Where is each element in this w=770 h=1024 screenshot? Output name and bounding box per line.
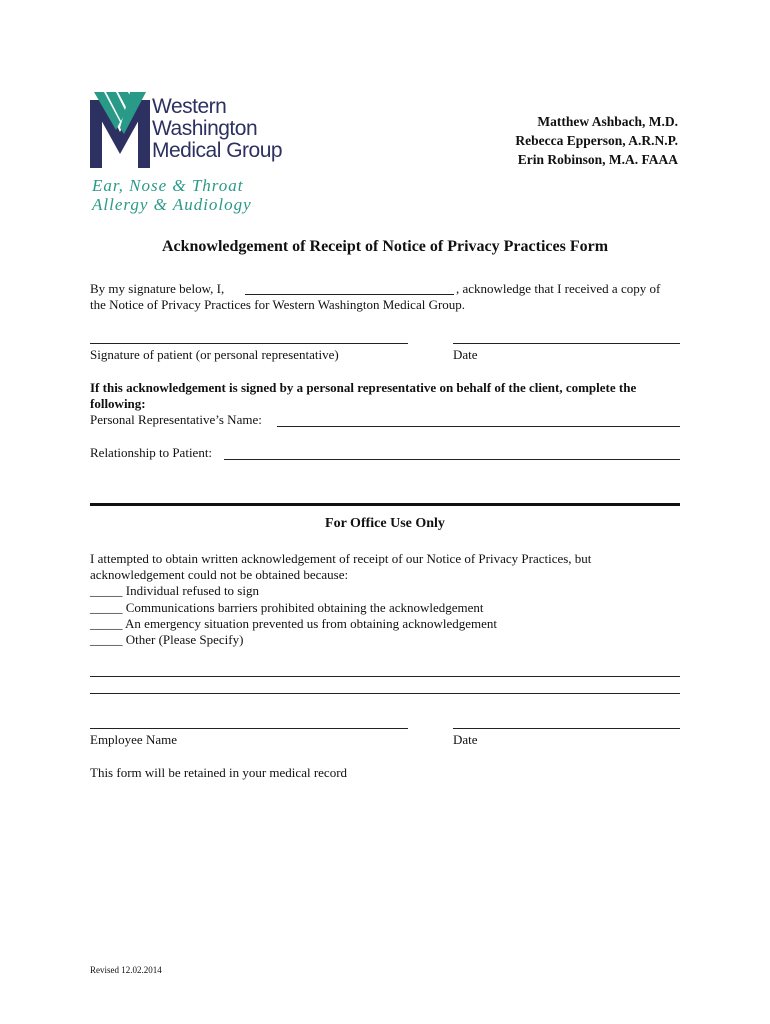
employee-name-label: Employee Name [90, 732, 177, 747]
form-title: Acknowledgement of Receipt of Notice of Privacy Practices Form [161, 238, 609, 255]
revision-date: Revised 12.02.2014 [90, 965, 162, 975]
intro-text-line2: the Notice of Privacy Practices for Western Washington Medical Group. [90, 297, 466, 312]
rep-name-label: Personal Representative’s Name: [90, 412, 262, 427]
logo-line-2: Washington [152, 117, 258, 140]
medical-group-logo-icon [90, 92, 150, 168]
date-label: Date [453, 347, 478, 362]
office-option[interactable]: _____ Individual refused to sign [90, 583, 259, 598]
logo-line-3: Medical Group [152, 139, 283, 162]
signature-label: Signature of patient (or personal representative) [90, 347, 339, 362]
relationship-label: Relationship to Patient: [90, 445, 213, 460]
retention-note: This form will be retained in your medical record [90, 765, 348, 780]
office-intro-cont: acknowledgement could not be obtained because: [90, 567, 349, 582]
provider-name: Rebecca Epperson, A.R.N.P. [515, 133, 678, 148]
office-intro: I attempted to obtain written acknowledgement of receipt of our Notice of Privacy Practices, but [90, 551, 592, 566]
other-specify-field[interactable] [90, 676, 680, 677]
rep-heading-cont: following: [90, 396, 146, 411]
section-divider [90, 503, 680, 506]
logo-tagline-2: Allergy & Audiology [92, 195, 252, 214]
employee-name-field[interactable] [90, 728, 408, 729]
patient-name-field[interactable] [245, 294, 454, 295]
provider-name: Erin Robinson, M.A. FAAA [517, 152, 678, 167]
intro-text-start: By my signature below, I, [90, 281, 225, 296]
patient-signature-field[interactable] [90, 343, 408, 344]
patient-date-field[interactable] [453, 343, 680, 344]
logo-line-1: Western [152, 95, 227, 118]
relationship-field[interactable] [224, 459, 680, 460]
employee-date-field[interactable] [453, 728, 680, 729]
rep-name-field[interactable] [277, 426, 680, 427]
logo-tagline-1: Ear, Nose & Throat [92, 176, 244, 195]
employee-date-label: Date [453, 732, 478, 747]
office-option[interactable]: _____ Other (Please Specify) [90, 632, 244, 647]
provider-name: Matthew Ashbach, M.D. [537, 114, 678, 129]
office-option[interactable]: _____ An emergency situation prevented us from obtaining acknowledgement [90, 616, 497, 631]
rep-heading: If this acknowledgement is signed by a personal representative on behalf of the client, complete the [90, 380, 637, 395]
other-specify-field-2[interactable] [90, 693, 680, 694]
office-option[interactable]: _____ Communications barriers prohibited obtaining the acknowledgement [90, 600, 484, 615]
intro-text-end: , acknowledge that I received a copy of [456, 281, 661, 296]
office-use-title: For Office Use Only [325, 516, 445, 531]
